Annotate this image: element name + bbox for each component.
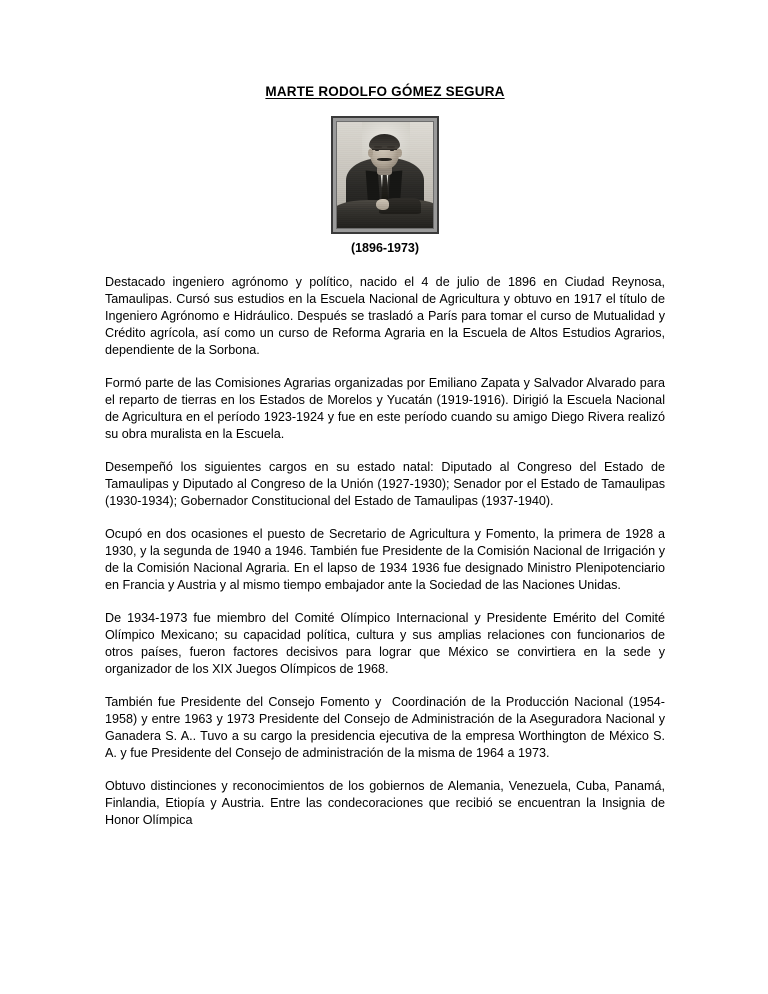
portrait-photo-image (336, 121, 434, 229)
paragraph: También fue Presidente del Consejo Fomento y Coordinación de la Producción Nacional (1954-1958) y entre 1963 y 1973 Presidente del Consejo de Administración de la Aseguradora Nacional y Ganadera S. A.. Tuvo a su cargo la presidencia ejecutiva de la empresa Worthington de México S. A. y fue Presidente del Consejo de administración de la misma de 1964 a 1973. (105, 695, 669, 760)
page-title-text: MARTE RODOLFO GÓMEZ SEGURA (265, 84, 505, 99)
portrait-photo-frame (331, 116, 439, 234)
photo-eyebrow-right (387, 146, 395, 148)
paragraph: Desempeñó los siguientes cargos en su estado natal: Diputado al Congreso del Estado de Tamaulipas y Diputado al Congreso de la Unión (1927-1930); Senador por el Estado de Tamaulipas (1930-1934); Gobernador Constitucional del Estado de Tamaulipas (1937-1940). (105, 460, 669, 508)
paragraph: Obtuvo distinciones y reconocimientos de los gobiernos de Alemania, Venezuela, Cuba, Panamá, Finlandia, Etiopía y Austria. Entre las condecoraciones que recibió se encuentran la Insignia de Honor Olímpica (105, 779, 669, 827)
portrait-figure (105, 100, 665, 256)
paragraph: De 1934-1973 fue miembro del Comité Olímpico Internacional y Presidente Emérito del Comité Olímpico Mexicano; su capacidad política, cultura y sus amplias relaciones con funcionarios de otros países, fueron factores decisivos para lograr que México se convirtiera en la sede y organizador de los XIX Juegos Olímpicos de 1968. (105, 611, 669, 676)
paragraph: Formó parte de las Comisiones Agrarias organizadas por Emiliano Zapata y Salvador Alvarado para el reparto de tierras en los Estados de Morelos y Yucatán (1919-1916). Dirigió la Escuela Nacional de Agricultura en el período 1923-1924 y fue en este período cuando su amigo Diego Rivera realizó su obra muralista en la Escuela. (105, 376, 669, 441)
document-body (105, 256, 669, 829)
photo-hand (376, 199, 388, 210)
page-title (105, 0, 665, 100)
photo-eyebrow-left (374, 146, 382, 148)
paragraph: Ocupó en dos ocasiones el puesto de Secretario de Agricultura y Fomento, la primera de 1928 a 1930, y la segunda de 1940 a 1946. También fue Presidente de la Comisión Nacional de Irrigación y de la Comisión Nacional Agraria. En el lapso de 1934 1936 fue designado Ministro Plenipotenciario en Francia y Austria y al mismo tiempo embajador ante la Sociedad de las Naciones Unidas. (105, 527, 669, 592)
document-content (105, 0, 669, 829)
photo-eye-right (390, 149, 394, 152)
photo-ear-right (397, 149, 401, 157)
portrait-caption: (1896-1973) (350, 241, 420, 255)
paragraph: Destacado ingeniero agrónomo y político, nacido el 4 de julio de 1896 en Ciudad Reynosa, Tamaulipas. Cursó sus estudios en la Escuela Nacional de Agricultura y obtuvo en 1917 el título de Ingeniero Agrónomo e Hidráulico. Después se trasladó a París para tomar el curso de Mutualidad y Crédito agrícola, así como un curso de Reforma Agraria en la Escuela de Altos Estudios Agrarios, dependiente de la Sorbona. (105, 275, 669, 357)
